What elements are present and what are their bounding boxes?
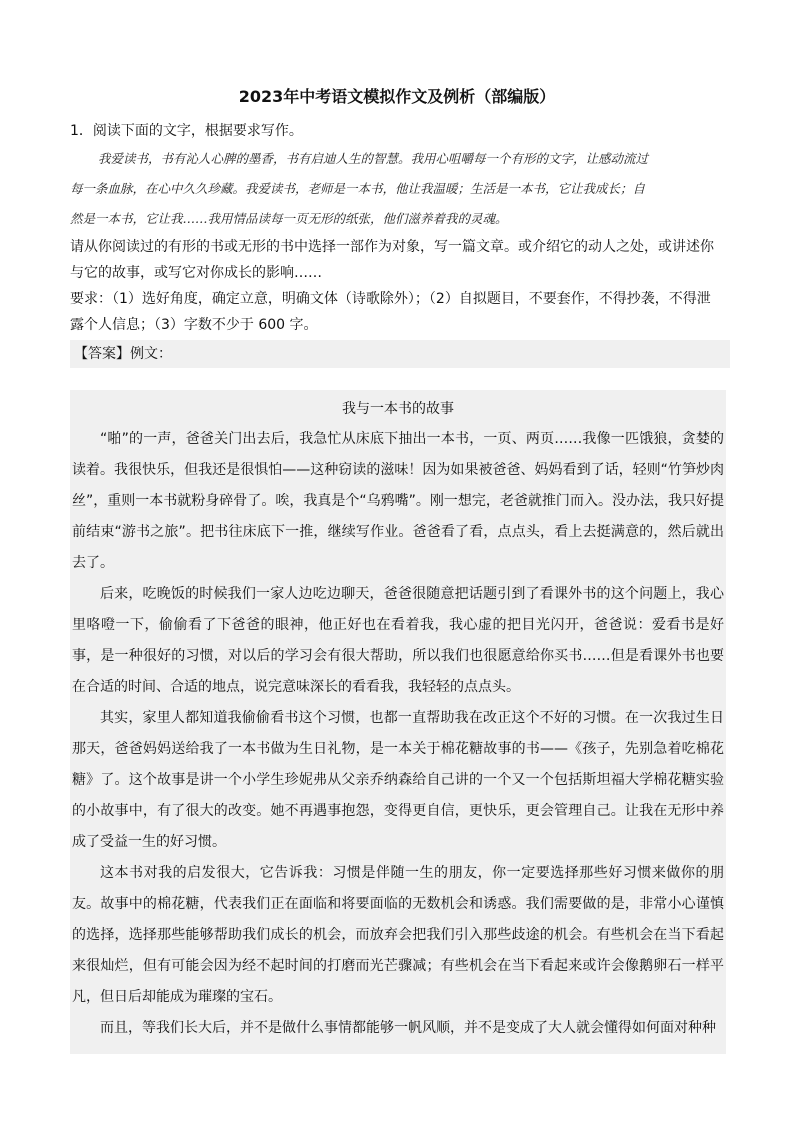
prompt-line-1: 请从你阅读过的有形的书或无形的书中选择一部作为对象，写一篇文章。或介绍它的动人之处，或讲述你 xyxy=(70,239,714,255)
document-title: 2023年中考语文模拟作文及例析（部编版） xyxy=(238,87,556,106)
essay-title: 我与一本书的故事 xyxy=(342,401,454,417)
answer-essay-box xyxy=(70,390,726,1054)
answer-label: 【答案】例文： xyxy=(70,340,730,368)
essay-paragraph-4: 这本书对我的启发很大，它告诉我：习惯是伴随一生的朋友，你一定要选择那些好习惯来做你的朋友。故事中的棉花糖，代表我们正在面临和将要面临的无数机会和诱惑。我们需要做的是，非常小心谨慎的选择，选择那些能够帮助我们成长的机会，而放弃会把我们引入那些歧途的机会。有些机会在当下看起来很灿烂，但有可能会因为经不起时间的打磨而光芒骤减；有些机会在当下看起来或许会像鹅卵石一样平凡，但日后却能成为璀璨的宝石。 xyxy=(72,865,724,1005)
quote-line-3: 然是一本书，它让我……我用情品读每一页无形的纸张，他们滋养着我的灵魂。 xyxy=(70,211,508,226)
requirement-line-1: 要求：（1）选好角度，确定立意，明确文体（诗歌除外）；（2）自拟题目，不要套作，不得抄袭，不得泄 xyxy=(70,291,711,307)
essay-paragraph-3: 其实，家里人都知道我偷偷看书这个习惯，也都一直帮助我在改正这个不好的习惯。在一次我过生日那天，爸爸妈妈送给我了一本书做为生日礼物，是一本关于棉花糖故事的书——《孩子，先别急着吃棉花糖》了。这个故事是讲一个小学生珍妮弗从父亲乔纳森给自己讲的一个又一个包括斯坦福大学棉花糖实验的小故事中，有了很大的改变。她不再遇事抱怨，变得更自信，更快乐，更会管理自己。让我在无形中养成了受益一生的好习惯。 xyxy=(72,710,724,850)
essay-paragraph-5: 而且，等我们长大后，并不是做什么事情都能够一帆风顺，并不是变成了大人就会懂得如何面对种种 xyxy=(100,1020,716,1036)
requirement-line-2: 露个人信息；（3）字数不少于 600 字。 xyxy=(70,317,318,333)
question-block xyxy=(70,118,730,368)
essay-paragraph-2: 后来，吃晚饭的时候我们一家人边吃边聊天，爸爸很随意把话题引到了看课外书的这个问题上，我心里咯噔一下，偷偷看了下爸爸的眼神，他正好也在看着我，我心虚的把目光闪开，爸爸说：爱看书是好事，是一种很好的习惯，对以后的学习会有很大帮助，所以我们也很愿意给你买书……但是看课外书也要在合适的时间、合适的地点，说完意味深长的看看我，我轻轻的点点头。 xyxy=(72,586,724,695)
quote-line-1: 我爱读书，书有沁人心脾的墨香，书有启迪人生的智慧。我用心咀嚼每一个有形的文字，让感动流过 xyxy=(98,151,649,166)
quote-line-2: 每一条血脉，在心中久久珍藏。我爱读书，老师是一本书，他让我温暖；生活是一本书，它让我成长；自 xyxy=(70,181,646,196)
question-number-line: 1．阅读下面的文字，根据要求写作。 xyxy=(70,123,303,139)
prompt-line-2: 与它的故事，或写它对你成长的影响…… xyxy=(70,265,322,281)
essay-paragraph-1: “啪”的一声，爸爸关门出去后，我急忙从床底下抽出一本书，一页、两页……我像一匹饿狼，贪婪的读着。我很快乐，但我还是很惧怕——这种窃读的滋味！因为如果被爸爸、妈妈看到了话，轻则“竹笋炒肉丝”，重则一本书就粉身碎骨了。唉，我真是个“乌鸦嘴”。刚一想完，老爸就推门而入。没办法，我只好提前结束“游书之旅”。把书往床底下一推，继续写作业。爸爸看了看，点点头，看上去挺满意的，然后就出去了。 xyxy=(72,431,724,571)
